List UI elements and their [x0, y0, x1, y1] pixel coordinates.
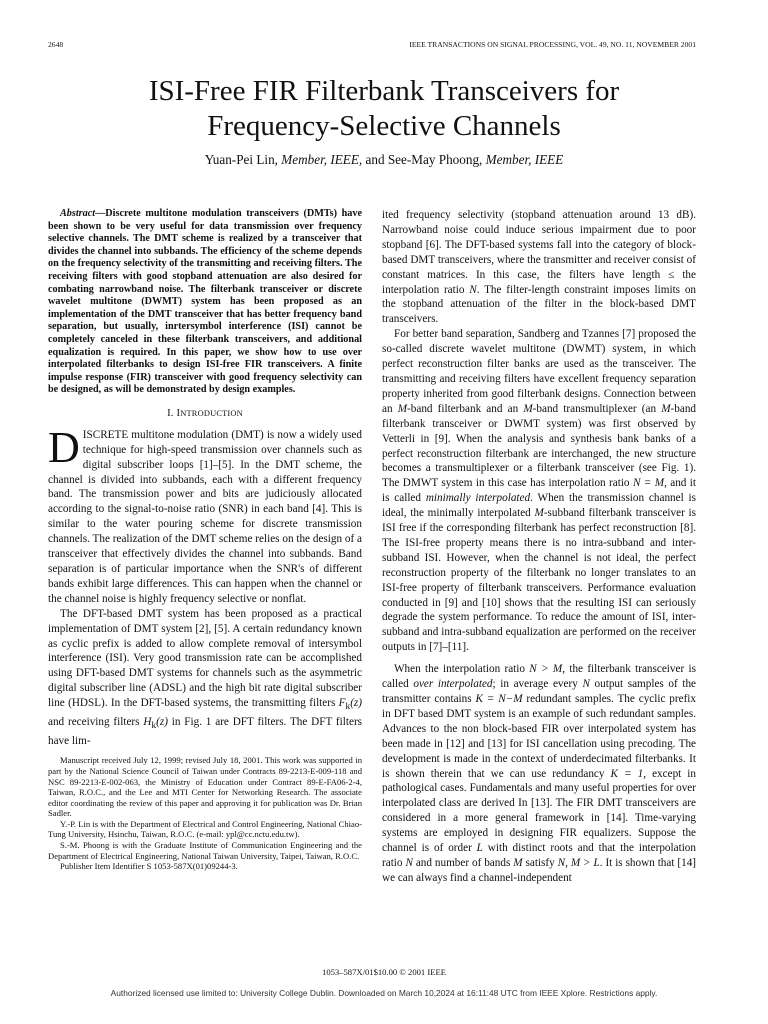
- paper-title: [48, 74, 720, 144]
- math-n-equals-m: N = M: [632, 477, 665, 490]
- math-nm-greater-l: N, M > L: [557, 856, 600, 869]
- author-line: [48, 152, 720, 168]
- author-2: and See-May Phoong,: [365, 152, 483, 167]
- author-1: Yuan-Pei Lin,: [204, 152, 278, 167]
- author-2-role: Member, IEEE: [485, 152, 564, 167]
- intro-paragraph-2: The DFT-based DMT system has been proposed as a practical implementation of DMT system [2], [5]. A certain redundancy known as cyclic prefix is added to allow complete removal of intersymbol interference (ISI). Very good transmission rate can be accomplished using DFT-based DMT systems for channels such as the asymmetric digital subscriber line (ADSL) and the high bit rate digital subscriber line (HDSL). In the DFT-based systems, the transmitting filters $F_k(z)$ and receiving filters $H_k(z)$ in Fig. 1 are DFT filters. The DFT filters have lim-: [48, 607, 363, 748]
- right-paragraph-2: For better band separation, Sandberg and Tzannes [7] proposed the so-called discrete wavelet multitone (DWMT) system, in which perfect reconstruction filter banks are used as the transceiver. The transmitting and receiving filters have excellent frequency separation property inherited from good filterbank designs. Connection between an M-band filterbank and an M-band transmultiplexer (an M-band filterbank transceiver or DWMT system) was first observed by Vetterli in [9]. When the analysis and synthesis bank banks of a perfect reconstruction filterbank are interchanged, the new structure becomes a transmultiplexer or a filterbank transceiver (see Fig. 1). The DMWT system in this case has interpolation ratio N = M, and it is called minimally interpolated. When the transmission channel is ideal, the minimally interpolated M-subband filterbank transceiver is ISI free if the corresponding filterbank has perfect reconstruction [8]. The ISI-free property means there is no intra-subband and inter-subband ISI. However, when the channel is not ideal, the perfect reconstruction property of the filterbank no longer translates to an ISI-free property of filterbank transceivers. Performance evaluation conducted in [9] and [10] shows that the resulting ISI can seriously degrade the system performance. To reduce the amount of ISI, inter-subband and intra-subband equalization are performed on the receiver outputs in [7]–[11].: [382, 328, 697, 654]
- page-number: 2648: [48, 40, 64, 49]
- intro-paragraph-1: DISCRETE multitone modulation (DMT) is now a widely used technique for high-speed transmission over channels such as digital subscriber loops [1]–[5]. In the DMT scheme, the channel is divided into subbands, each with a different frequency band. The transmission power and bits are judiciously allocated according to the signal-to-noise ratio (SNR) in each band [4]. This is similar to the water pouring scheme for discrete transmission channels. The realization of the DMT scheme relies on the design of a transceiver that effectively divides the channel into subbands. Band separation is of particular importance when the SNR's of different bands exhibit large differences. This can happen when the channel or the channel noise is highly frequency selective or nonflat.: [48, 422, 362, 605]
- right-paragraph-3: When the interpolation ratio N > M, the filterbank transceiver is called over interpolated; in average every N output samples of the transmitter contains K = N−M redundant samples. The cyclic prefix in DFT based DMT system is an example of such redundant samples. Advances to the non block-based FIR over interpolated system has been made in [12] and [13] for ISI cancellation using precoding. The development is made in the context of underdecimated filterbanks. It is shown therein that we can use redundancy K = 1, except in pathological cases. Fundamentals and many useful properties for over interpolated class are derived In [13]. The FIR DMT transceivers are considered in a more general framework in [14]. Time-varying systems are employed in designing FIR equalizers. Suppose the channel is of order L with distinct roots and that the interpolation ratio N and number of bands M satisfy N, M > L. It is shown that [14] we can always find a channel-independent: [382, 663, 697, 884]
- title-line-2: Frequency-Selective Channels: [207, 110, 561, 142]
- footnote-publisher-id: Publisher Item Identifier S 1053-587X(01)09244-3.: [60, 861, 238, 872]
- section-heading-introduction: [48, 407, 362, 422]
- footnote-author-1: Y.-P. Lin is with the Department of Electrical and Control Engineering, National Chiao-Tung University, Hsinchu, Taiwan, R.O.C. (e-mail: ypl@cc.nctu.edu.tw).: [48, 818, 362, 840]
- abstract-text: —Discrete multitone modulation transceivers (DMTs) have been shown to be very useful for data transmission over frequency selective channels. The DMT scheme is realized by a transceiver that divides the channel into subbands. The efficiency of the scheme depends on the frequency selectivity of the transmitting and receiving filters. The receiving filters with good stopband attenuation are also desired for combating narrowband noise. The filterbank transceiver or discrete wavelet multitone (DWMT) system has been proposed as an implementation of the DMT transceiver that has better frequency band separation, but usually, inrtersymbol interference (ISI) cannot be completely canceled in these filterbank transceivers, and additional equalization is required. In this paper, we show how to use over interpolated filterbanks to design ISI-free FIR transceivers. A finite impulse response (FIR) transceiver with good frequency selectivity can be designed, as will be demonstrated by design examples.: [48, 208, 362, 396]
- footnotes: [48, 755, 362, 872]
- right-paragraph-1: ited frequency selectivity (stopband attenuation around 13 dB). Narrowband noise could induce serious impairment due to poor stopband [6]. The DFT-based systems fall into the category of block-based DMT transceivers, where the transmitter and receiver consist of constant matrices. In this case, the filters have length ≤ the interpolation ratio N. The filter-length constraint imposes limits on the stopband attenuation of the filter in the block-based DMT transceivers.: [382, 209, 697, 326]
- abstract: [48, 208, 362, 397]
- footnote-author-2: S.-M. Phoong is with the Graduate Institute of Communication Engineering and the Department of Electrical Engineering, National Taiwan University, Taipei, Taiwan, R.O.C.: [48, 840, 362, 861]
- title-line-1: ISI-Free FIR Filterbank Transceivers for: [148, 75, 620, 107]
- section-title-initial: I: [176, 407, 181, 419]
- math-hk: H: [143, 716, 152, 729]
- copyright-line: 1053–587X/01$10.00 © 2001 IEEE: [322, 967, 446, 977]
- drop-cap: D: [48, 422, 80, 472]
- abstract-label: Abstract: [60, 208, 96, 219]
- left-column: [48, 208, 362, 872]
- right-column: [382, 208, 696, 886]
- journal-name: IEEE TRANSACTIONS ON SIGNAL PROCESSING, VOL. 49, NO. 11, NOVEMBER 2001: [409, 40, 696, 49]
- math-fk: F: [338, 697, 346, 710]
- math-n-greater-m: N > M: [529, 663, 563, 676]
- author-1-role: Member, IEEE,: [281, 152, 363, 167]
- section-title-rest: NTRODUCTION: [180, 408, 243, 418]
- section-numeral: I.: [167, 407, 174, 419]
- math-k-equals-1: K = 1: [610, 767, 644, 780]
- download-notice: Authorized licensed use limited to: University College Dublin. Downloaded on March 10,2024 at 16:11:48 UTC from IEEE Xplore. Restrictions apply.: [110, 988, 658, 998]
- math-k-equals: K = N−M: [475, 693, 523, 705]
- footnote-manuscript: Manuscript received July 12, 1999; revised July 18, 2001. This work was supported in part by the National Science Council of Taiwan under Contracts 89-2213-E-009-118 and NSC 89-2213-E-002-063, the Ministry of Education under Contract 89-E-FA06-2-4, Taiwan, R.O.C., and the Lee and MTI Center for Networking Research. The associate editor coordinating the review of this paper and approving it for publication was Dr. Brian Sadler.: [48, 755, 362, 819]
